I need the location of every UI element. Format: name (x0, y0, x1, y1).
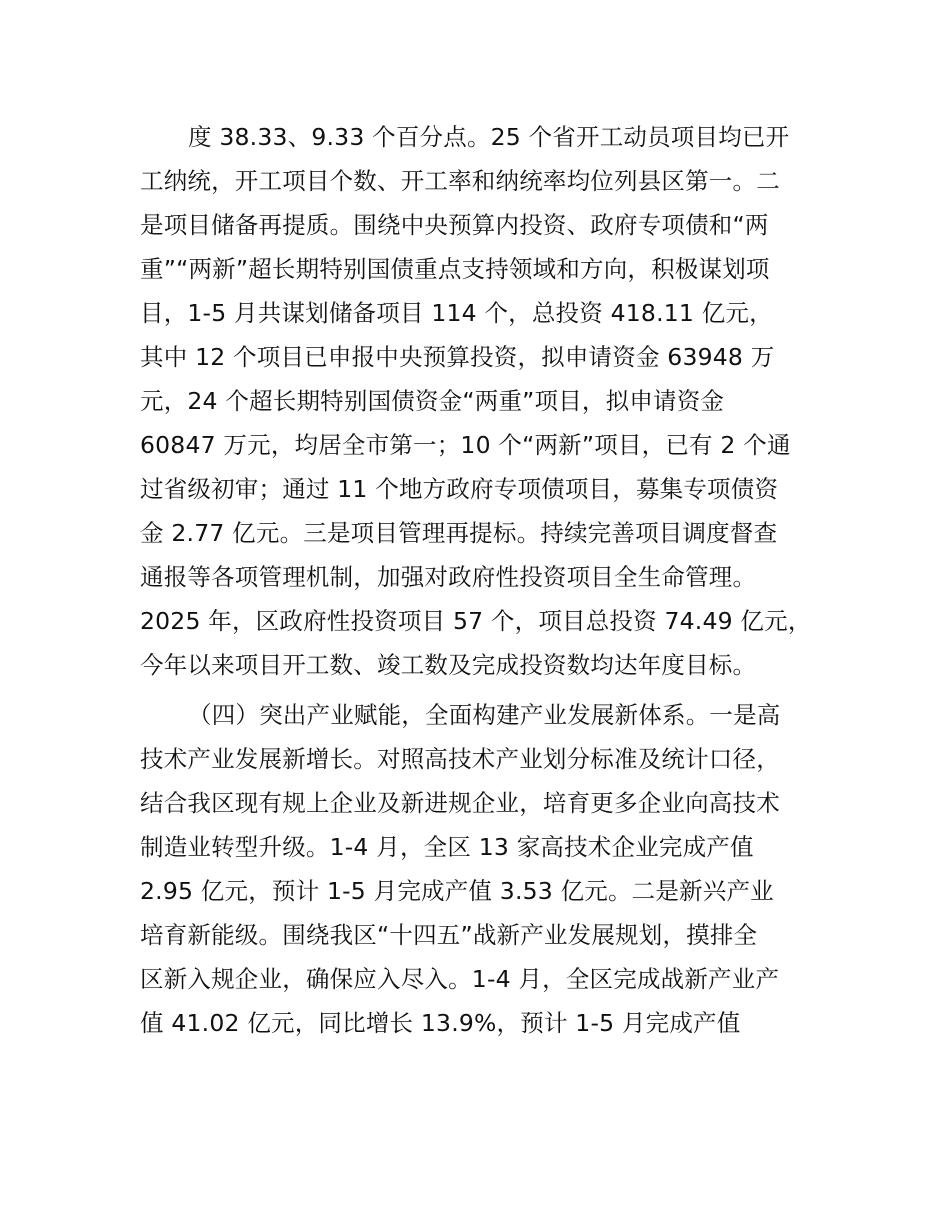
text-line: 2.95 亿元，预计 1-5 月完成产值 3.53 亿元。二是新兴产业 (140, 877, 774, 905)
text-line: （四）突出产业赋能，全面构建产业发展新体系。一是高 (188, 701, 781, 729)
text-line: 结合我区现有规上企业及新进规企业，培育更多企业向高技术 (140, 789, 780, 817)
text-line: 其中 12 个项目已申报中央预算投资，拟申请资金 63948 万 (140, 343, 775, 371)
text-line: 2025 年，区政府性投资项目 57 个，项目总投资 74.49 亿元， (140, 607, 812, 635)
text-line: 目，1-5 月共谋划储备项目 114 个，总投资 418.11 亿元， (140, 299, 773, 327)
text-line: 度 38.33、9.33 个百分点。25 个省开工动员项目均已开 (188, 123, 790, 151)
text-line: 区新入规企业，确保应入尽入。1-4 月，全区完成战新产业产 (140, 965, 780, 993)
text-line: 值 41.02 亿元，同比增长 13.9%，预计 1-5 月完成产值 (140, 1009, 741, 1037)
text-line: 60847 万元，均居全市第一；10 个“两新”项目，已有 2 个通 (140, 431, 791, 459)
text-line: 通报等各项管理机制，加强对政府性投资项目全生命管理。 (140, 563, 757, 591)
text-line: 元，24 个超长期特别国债资金“两重”项目，拟申请资金 (140, 387, 725, 415)
text-line: 今年以来项目开工数、竣工数及完成投资数均达年度目标。 (140, 651, 757, 679)
text-line: 培育新能级。围绕我区“十四五”战新产业发展规划，摸排全 (140, 921, 758, 949)
text-line: 金 2.77 亿元。三是项目管理再提标。持续完善项目调度督查 (140, 519, 778, 547)
text-line: 过省级初审；通过 11 个地方政府专项债项目，募集专项债资 (140, 475, 779, 503)
text-line: 制造业转型升级。1-4 月，全区 13 家高技术企业完成产值 (140, 833, 754, 861)
text-line: 技术产业发展新增长。对照高技术产业划分标准及统计口径， (140, 745, 780, 773)
text-line: 是项目储备再提质。围绕中央预算内投资、政府专项债和“两 (140, 211, 769, 239)
text-line: 工纳统，开工项目个数、开工率和纳统率均位列县区第一。二 (140, 167, 780, 195)
paragraph-2 (140, 693, 830, 1045)
text-line: 重”“两新”超长期特别国债重点支持领域和方向，积极谋划项 (140, 255, 770, 283)
paragraph-1 (140, 115, 830, 687)
